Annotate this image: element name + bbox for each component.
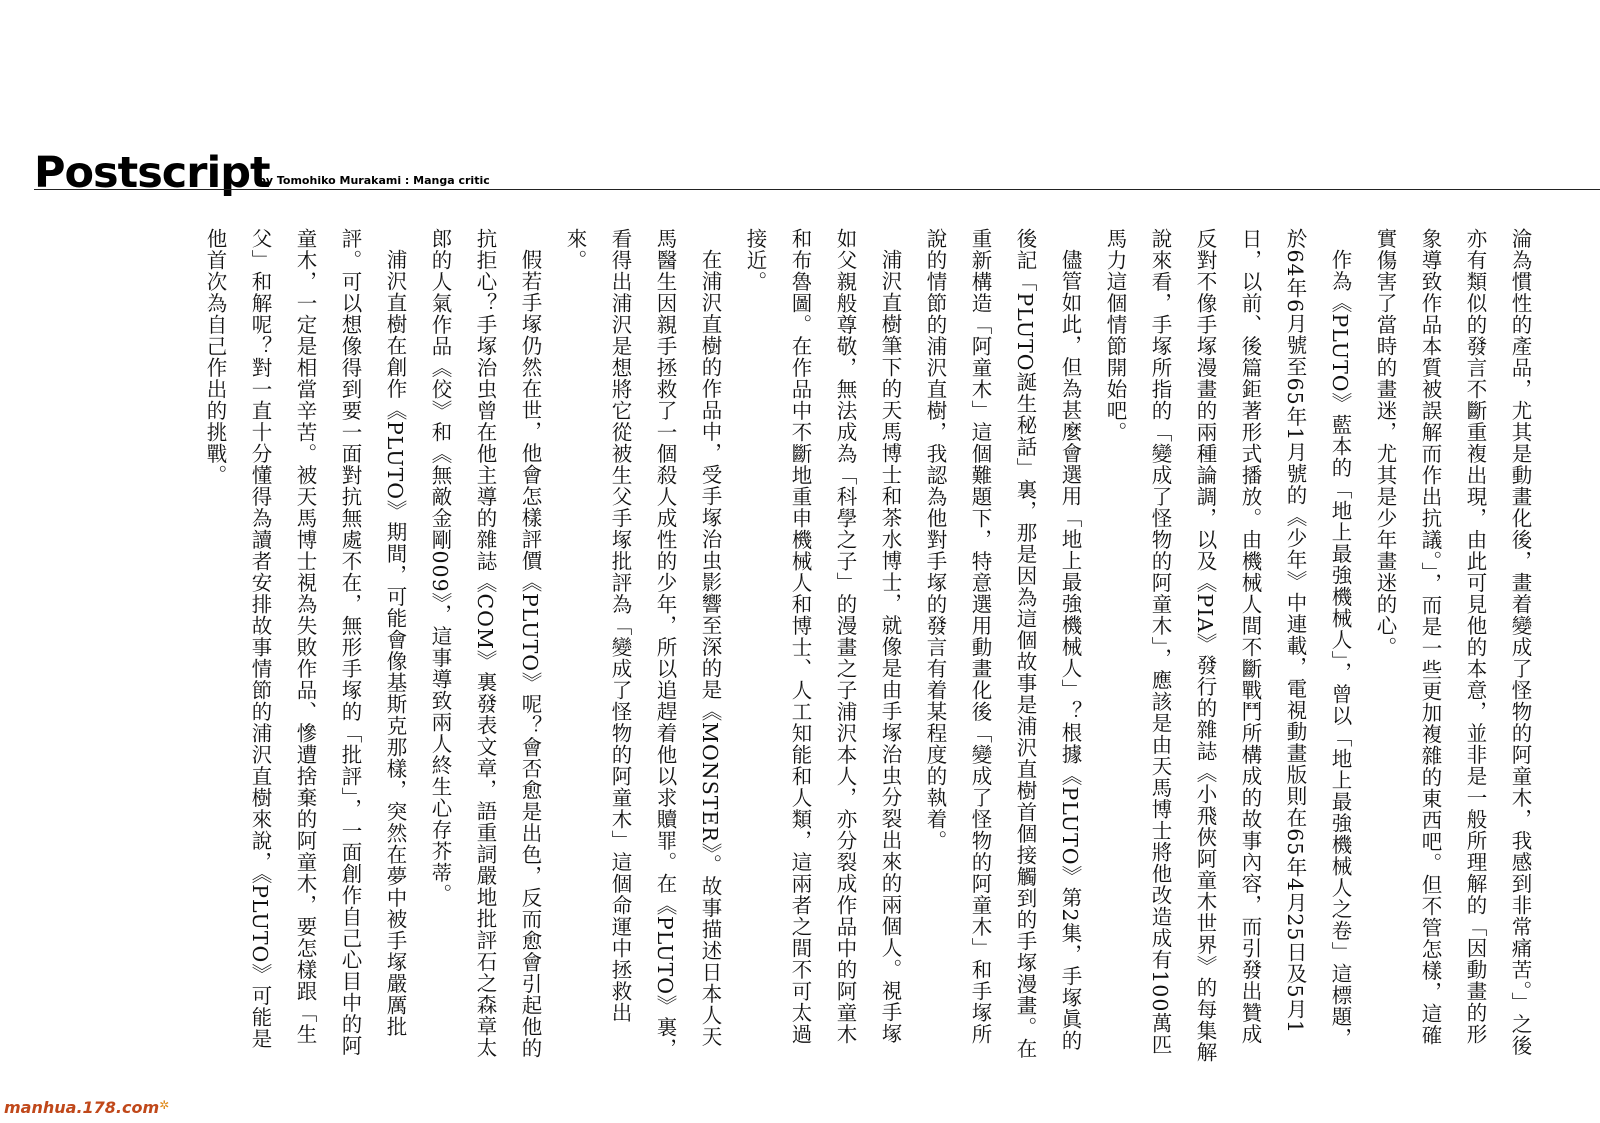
star-icon: ✲ [159, 1098, 170, 1112]
author-byline: by Tomohiko Murakami : Manga critic [258, 174, 490, 187]
paragraph: 作為《PLUTO》藍本的「地上最強機械人」，曾以「地上最強機械人之卷」這標題，於64年6月號至65年1月號的《少年》中連載，電視動畫版則在65年4月25日及5月1日，以前、後篇鉅著形式播放。由機械人間不斷戰鬥所構成的故事內容，而引發出贊成反對不像手塚漫畫的兩種論調，以及《PIA》發行的雜誌《小飛俠阿童木世界》的每集解說來看，手塚所指的「變成了怪物的阿童木」，應該是由天馬博士將他改造成有100萬匹馬力這個情節開始吧。 [1103, 228, 1352, 1064]
paragraph: 浦沢直樹在創作《PLUTO》期間，可能會像基斯克那樣，突然在夢中被手塚嚴厲批評。可以想像得到要一面對抗無處不在，無形手塚的「批評」，一面創作自己心目中的阿童木，一定是相當辛苦。被天馬博士視為失敗作品、慘遭捨棄的阿童木，要怎樣跟「生父」和解呢？對一直十分懂得為讀者安排故事情節的浦沢直樹來說，《PLUTO》可能是他首次為自己作出的挑戰。 [203, 228, 407, 1057]
header-rule [34, 189, 1600, 190]
paragraph: 淪為慣性的產品，尤其是動畫化後，畫着變成了怪物的阿童木，我感到非常痛苦。」之後亦有類似的發言不斷重複出現，由此可見他的本意，並非是一般所理解的「因動畫的形象導致作品本質被誤解而作出抗議。」，而是一些更加複雜的東西吧。但不管怎樣，這確實傷害了當時的畫迷，尤其是少年畫迷的心。 [1373, 228, 1532, 1057]
article-text [192, 228, 1542, 1064]
paragraph: 假若手塚仍然在世，他會怎樣評價《PLUTO》呢？會否愈是出色，反而愈會引起他的抗拒心？手塚治虫曾在他主導的雜誌《COM》裏發表文章，語重詞嚴地批評石之森章太郎的人氣作品《佼》和《無敵金剛009》，這事導致兩人終生心存芥蒂。 [428, 228, 542, 1059]
watermark-text: manhua.178.com [4, 1098, 160, 1117]
paragraph: 在浦沢直樹的作品中，受手塚治虫影響至深的是《MONSTER》。故事描述日本人天馬醫生因親手拯救了一個殺人成性的少年，所以追趕着他以求贖罪。在《PLUTO》裏，看得出浦沢是想將它從被生父手塚批評為「變成了怪物的阿童木」這個命運中拯救出來。 [563, 228, 722, 1060]
site-watermark [4, 1098, 169, 1117]
paragraph: 浦沢直樹筆下的天馬博士和茶水博士，就像是由手塚治虫分裂出來的兩個人。視手塚如父親般尊敬，無法成為「科學之子」的漫畫之子浦沢本人，亦分裂成作品中的阿童木和布魯圖。在作品中不斷地重申機械人和博士、人工知能和人類，這兩者之間不可太過接近。 [743, 228, 902, 1045]
paragraph: 儘管如此，但為甚麼會選用「地上最強機械人」？根據《PLUTO》第2集，手塚眞的後記「PLUTO誕生秘話」裏，那是因為這個故事是浦沢直樹首個接觸到的手塚漫畫。在重新構造「阿童木」這個難題下，特意選用動畫化後「變成了怪物的阿童木」和手塚所說的情節的浦沢直樹，我認為他對手塚的發言有着某程度的執着。 [923, 228, 1082, 1060]
vertical-text-body [192, 228, 1542, 1064]
page-title: Postscript [34, 148, 270, 198]
